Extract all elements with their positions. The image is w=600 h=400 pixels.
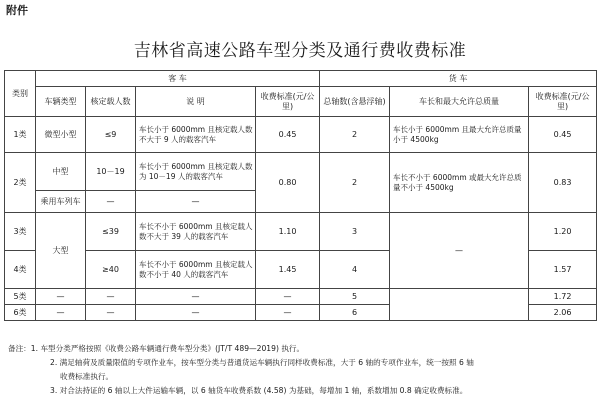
vehicle-type-cell: 微型小型 [36, 117, 86, 153]
col-header-axles: 总轴数(含悬浮轴) [320, 87, 390, 117]
col-header-passenger-rate: 收费标准(元/公里) [256, 87, 320, 117]
passenger-rate-cell: 0.45 [256, 117, 320, 153]
note-2: 2. 满足轴荷及质量限值的专项作业车，按车型分类与普通货运车辆执行同样收费标准，大于 6 轴的专项作业车，统一按照 6 轴 [50, 358, 474, 367]
seats-cell: — [86, 191, 136, 213]
truck-rate-cell: 0.83 [529, 153, 597, 213]
class-cell: 3类 [5, 213, 36, 251]
class-cell: 2类 [5, 153, 36, 213]
vehicle-type-cell-large: 大型 [36, 213, 86, 289]
col-header-truck-spec: 车长和最大允许总质量 [390, 87, 529, 117]
vehicle-type-cell: 乘用车列车 [36, 191, 86, 213]
seats-cell: ≤9 [86, 117, 136, 153]
class-cell: 6类 [5, 305, 36, 321]
axles-cell: 6 [320, 305, 390, 321]
truck-rate-cell: 1.20 [529, 213, 597, 251]
seats-cell: — [86, 289, 136, 305]
vehicle-type-cell: — [36, 289, 86, 305]
vehicle-type-cell: 中型 [36, 153, 86, 191]
note-3: 3. 对合法持证的 6 轴以上大件运输车辆，以 6 轴货车收费系数 (4.58) 为基础，每增加 1 轴，系数增加 0.8 确定收费标准。 [50, 386, 468, 395]
col-header-description: 说 明 [136, 87, 256, 117]
truck-rate-cell: 1.57 [529, 251, 597, 289]
axles-cell: 3 [320, 213, 390, 251]
vehicle-type-cell: — [36, 305, 86, 321]
seats-cell: 10－19 [86, 153, 136, 191]
seats-cell: ≤39 [86, 213, 136, 251]
col-header-seats: 核定载人数 [86, 87, 136, 117]
description-cell: 车长小于 6000mm 且核定载人数为 10－19 人的载客汽车 [136, 153, 256, 191]
truck-spec-cell-empty [390, 289, 529, 321]
axles-cell: 4 [320, 251, 390, 289]
table-subheader-row [5, 87, 597, 117]
passenger-rate-cell: — [256, 305, 320, 321]
seats-cell: — [86, 305, 136, 321]
description-cell: — [136, 289, 256, 305]
table-row [5, 153, 597, 191]
table-row [5, 289, 597, 305]
truck-spec-cell: 车长不小于 6000mm 或最大允许总质量不小于 4500kg [390, 153, 529, 213]
note-1: 备注：1. 车型分类严格按照《收费公路车辆通行费车型分类》(JT/T 489—2019) 执行。 [8, 344, 305, 353]
class-cell: 4类 [5, 251, 36, 289]
table-row [5, 213, 597, 251]
truck-spec-cell: — [390, 213, 529, 289]
col-header-truck-rate: 收费标准(元/公里) [529, 87, 597, 117]
table-row [5, 117, 597, 153]
passenger-rate-cell: 1.10 [256, 213, 320, 251]
class-column-header: 类别 [5, 71, 36, 117]
truck-spec-cell: 车长小于 6000mm 且最大允许总质量小于 4500kg [390, 117, 529, 153]
description-cell: 车长小于 6000mm 且核定载人数不大于 9 人的载客汽车 [136, 117, 256, 153]
class-cell: 1类 [5, 117, 36, 153]
passenger-rate-cell: — [256, 289, 320, 305]
description-cell: 车长不小于 6000mm 且核定载人数不大于 39 人的载客汽车 [136, 213, 256, 251]
truck-rate-cell: 2.06 [529, 305, 597, 321]
passenger-rate-cell: 1.45 [256, 251, 320, 289]
page-title: 吉林省高速公路车型分类及通行费收费标准 [133, 41, 467, 61]
class-cell: 5类 [5, 289, 36, 305]
note-2-continued: 收费标准执行。 [60, 372, 114, 381]
description-cell: 车长不小于 6000mm 且核定载人数不小于 40 人的载客汽车 [136, 251, 256, 289]
passenger-rate-cell: 0.80 [256, 153, 320, 213]
seats-cell: ≥40 [86, 251, 136, 289]
passenger-header: 客 车 [36, 71, 320, 87]
table-header-row [5, 71, 597, 87]
axles-cell: 2 [320, 153, 390, 213]
axles-cell: 5 [320, 289, 390, 305]
truck-rate-cell: 1.72 [529, 289, 597, 305]
attachment-label: 附件 [6, 4, 28, 17]
description-cell: — [136, 305, 256, 321]
toll-rate-table [4, 70, 597, 321]
description-cell: — [136, 191, 256, 213]
axles-cell: 2 [320, 117, 390, 153]
col-header-vehicle-type: 车辆类型 [36, 87, 86, 117]
truck-rate-cell: 0.45 [529, 117, 597, 153]
truck-header: 货 车 [320, 71, 597, 87]
notes-section [8, 342, 594, 398]
